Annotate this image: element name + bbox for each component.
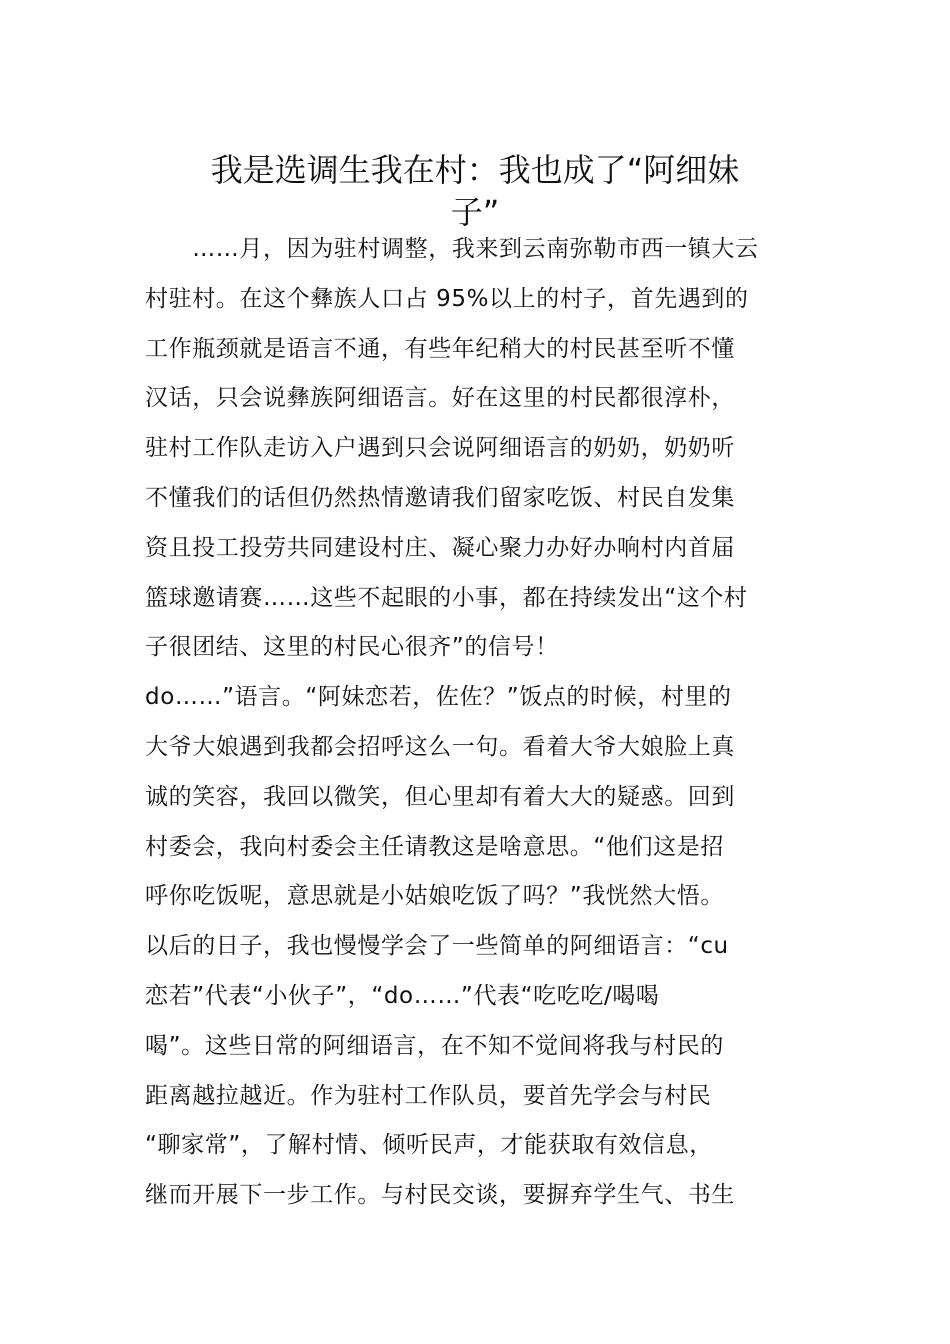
title-line: 子” (450, 193, 500, 232)
body-line: 驻村工作队走访入户遇到只会说阿细语言的奶奶，奶奶听 (145, 435, 735, 462)
body-line: 距离越拉越近。作为驻村工作队员，要首先学会与村民 (145, 1082, 712, 1109)
document-body (145, 225, 810, 1221)
body-line: “聊家常”，了解村情、倾听民声，才能获取有效信息， (145, 1132, 713, 1159)
title-line: 我是选调生我在村：我也成了“阿细妹 (210, 151, 740, 190)
document-title (160, 149, 790, 233)
body-line: 喝”。这些日常的阿细语言，在不知不觉间将我与村民的 (145, 1032, 724, 1059)
body-line: 大爷大娘遇到我都会招呼这么一句。看着大爷大娘脸上真 (145, 733, 735, 760)
body-line: 子很团结、这里的村民心很齐”的信号！ (145, 634, 559, 661)
body-line: 恋若”代表“小伙子”，“do……”代表“吃吃吃/喝喝 (145, 982, 660, 1009)
body-line: 诚的笑容，我回以微笑，但心里却有着大大的疑惑。回到 (145, 783, 735, 810)
body-line: do……”语言。“阿妹恋若，佐佐？”饭点的时候，村里的 (145, 684, 732, 711)
body-line: 汉话，只会说彝族阿细语言。好在这里的村民都很淳朴， (145, 385, 735, 412)
body-line: 继而开展下一步工作。与村民交谈，要摒弃学生气、书生 (145, 1182, 735, 1209)
body-line: 呼你吃饭呢，意思就是小姑娘吃饭了吗？”我恍然大悟。 (145, 883, 724, 910)
body-line: 不懂我们的话但仍然热情邀请我们留家吃饭、村民自发集 (145, 484, 735, 511)
body-line: 资且投工投劳共同建设村庄、凝心聚力办好办响村内首届 (145, 534, 735, 561)
body-line: 工作瓶颈就是语言不通，有些年纪稍大的村民甚至听不懂 (145, 335, 735, 362)
body-line: 村委会，我向村委会主任请教这是啥意思。“他们这是招 (145, 833, 724, 860)
body-line: ……月，因为驻村调整，我来到云南弥勒市西一镇大云 (145, 236, 759, 262)
body-line: 村驻村。在这个彝族人口占 95%以上的村子，首先遇到的 (145, 285, 749, 312)
body-line: 以后的日子，我也慢慢学会了一些简单的阿细语言：“cu (145, 933, 729, 960)
body-line: 篮球邀请赛……这些不起眼的小事，都在持续发出“这个村 (145, 584, 748, 611)
